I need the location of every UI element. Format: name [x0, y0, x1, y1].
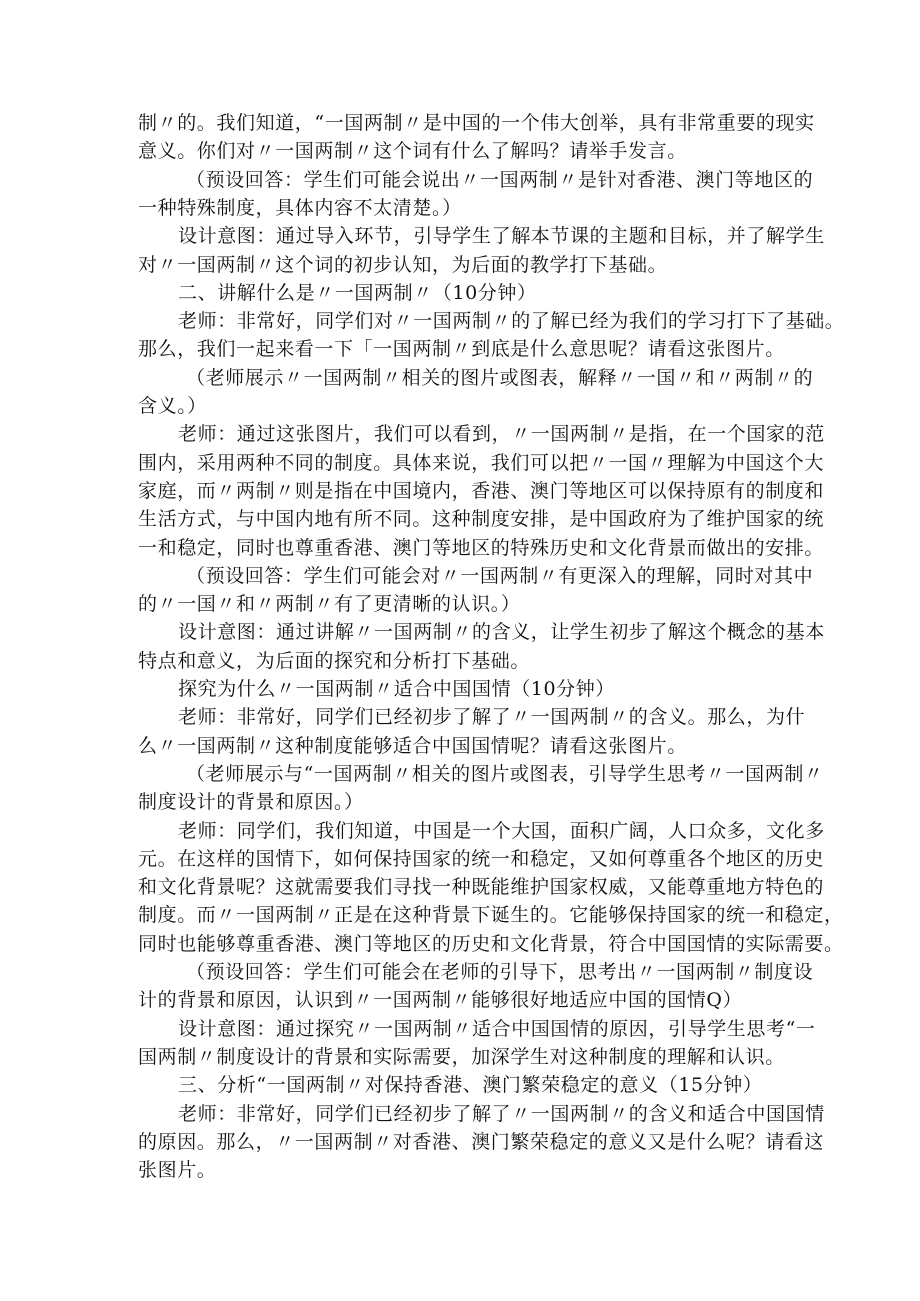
section-heading: 二、讲解什么是〃一国两制〃（10分钟） — [178, 282, 537, 304]
text-line: 同时也能够尊重香港、澳门等地区的历史和文化背景，符合中国国情的实际需要。 — [138, 933, 844, 955]
text-line: 一和稳定，同时也尊重香港、澳门等地区的特殊历史和文化背景而做出的安排。 — [138, 537, 825, 559]
text-line: 生活方式，与中国内地有所不同。这种制度安排，是中国政府为了维护国家的统 — [138, 508, 825, 530]
text-line: 和文化背景呢？这就需要我们寻找一种既能维护国家权威，又能尊重地方特色的 — [138, 876, 825, 898]
text-line: 的〃一国〃和〃两制〃有了更清晰的认识。） — [138, 593, 521, 615]
section-heading: 三、分析“一国两制〃对保持香港、澳门繁荣稳定的意义（15分钟） — [178, 1074, 763, 1096]
text-line: 元。在这样的国情下，如何保持国家的统一和稳定，又如何尊重各个地区的历史 — [138, 848, 825, 870]
text-line: 计的背景和原因，认识到〃一国两制〃能够很好地适应中国的国情Q） — [138, 989, 743, 1011]
text-line: 老师：非常好，同学们对〃一国两制〃的了解已经为我们的学习打下了基础。 — [178, 310, 845, 332]
text-line: 围内，采用两种不同的制度。具体来说，我们可以把〃一国〃理解为中国这个大 — [138, 452, 825, 474]
text-line: 特点和意义，为后面的探究和分析打下基础。 — [138, 650, 531, 672]
text-line: 设计意图：通过探究〃一国两制〃适合中国国情的原因，引导学生思考“一 — [178, 1018, 816, 1040]
text-line: 张图片。 — [138, 1159, 217, 1181]
text-line: 设计意图：通过导入环节，引导学生了解本节课的主题和目标，并了解学生 — [178, 225, 825, 247]
section-heading: 探究为什么〃一国两制〃适合中国国情（10分钟） — [178, 678, 615, 700]
text-line: （预设回答：学生们可能会在老师的引导下，思考出〃一国两制〃制度设 — [186, 961, 814, 983]
text-line: 国两制〃制度设计的背景和实际需要，加深学生对这种制度的理解和认识。 — [138, 1046, 785, 1068]
text-line: （预设回答：学生们可能会对〃一国两制〃有更深入的理解，同时对其中 — [186, 565, 814, 587]
text-line: 设计意图：通过讲解〃一国两制〃的含义，让学生初步了解这个概念的基本 — [178, 621, 825, 643]
text-line: 么〃一国两制〃这种制度能够适合中国国情呢？请看这张图片。 — [138, 735, 687, 757]
text-line: 老师：非常好，同学们已经初步了解了〃一国两制〃的含义和适合中国国情 — [178, 1103, 825, 1125]
text-line: 那么，我们一起来看一下「一国两制〃到底是什么意思呢？请看这张图片。 — [138, 338, 785, 360]
text-line: 制度。而〃一国两制〃正是在这种背景下诞生的。它能够保持国家的统一和稳定， — [138, 904, 844, 926]
text-line: 的原因。那么，〃一国两制〃对香港、澳门繁荣稳定的意义又是什么呢？请看这 — [138, 1131, 825, 1153]
text-line: 制〃的。我们知道，“一国两制〃是中国的一个伟大创举，具有非常重要的现实 — [138, 112, 815, 134]
text-line: （预设回答：学生们可能会说出〃一国两制〃是针对香港、澳门等地区的 — [186, 169, 814, 191]
text-line: 老师：同学们，我们知道，中国是一个大国，面积广阔，人口众多，文化多 — [178, 820, 825, 842]
text-line: 老师：通过这张图片，我们可以看到，〃一国两制〃是指，在一个国家的范 — [178, 423, 825, 445]
text-line: （老师展示与“一国两制〃相关的图片或图表，引导学生思考〃一国两制〃 — [186, 763, 824, 785]
text-line: 含义。） — [138, 395, 207, 417]
text-line: 意义。你们对〃一国两制〃这个词有什么了解吗？请举手发言。 — [138, 140, 687, 162]
text-line: （老师展示〃一国两制〃相关的图片或图表，解释〃一国〃和〃两制〃的 — [186, 367, 814, 389]
text-line: 制度设计的背景和原因。） — [138, 791, 364, 813]
text-line: 家庭，而〃两制〃则是指在中国境内，香港、澳门等地区可以保持原有的制度和 — [138, 480, 825, 502]
text-line: 老师：非常好，同学们已经初步了解了〃一国两制〃的含义。那么，为什 — [178, 706, 806, 728]
text-line: 对〃一国两制〃这个词的初步认知，为后面的教学打下基础。 — [138, 254, 668, 276]
text-line: 一种特殊制度，具体内容不太清楚。） — [138, 197, 462, 219]
